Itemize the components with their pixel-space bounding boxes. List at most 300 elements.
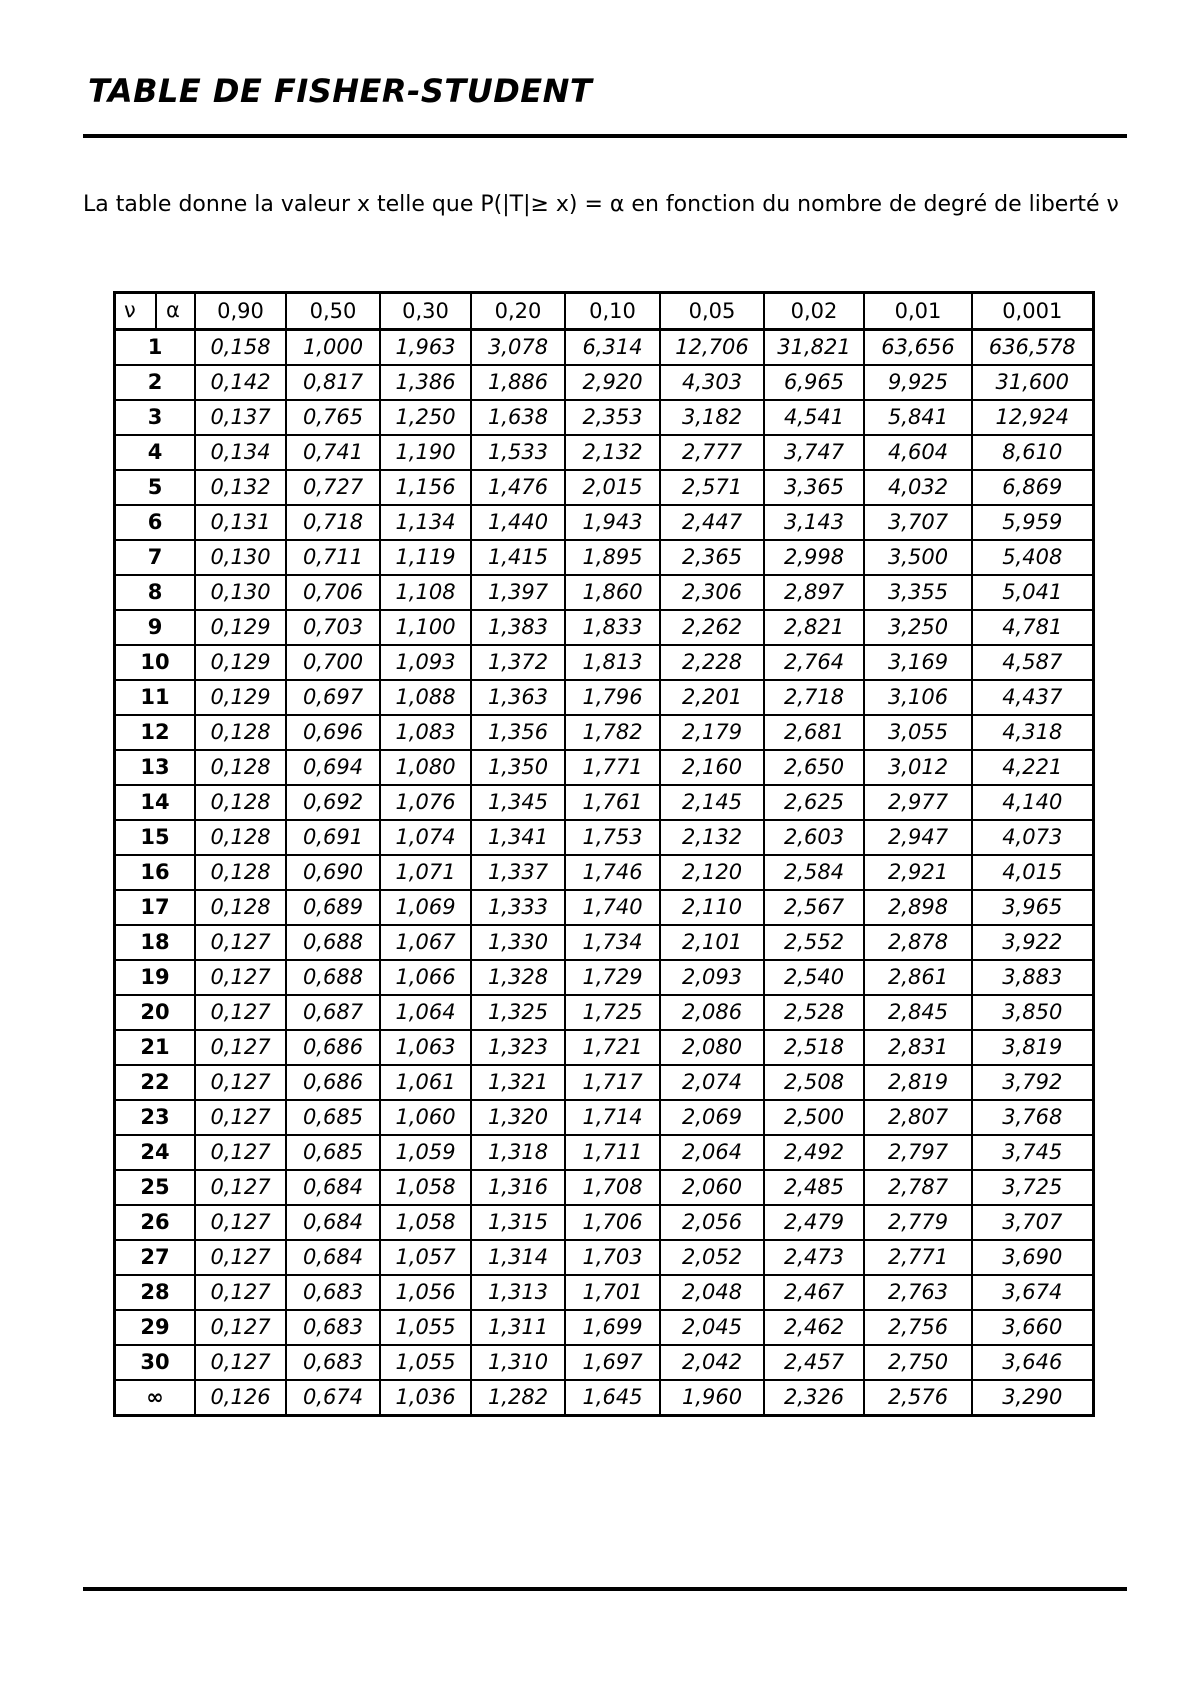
value-cell: 2,878 [864, 925, 972, 960]
value-cell: 2,807 [864, 1100, 972, 1135]
table-row [115, 960, 1094, 995]
value-cell: 3,355 [864, 575, 972, 610]
value-cell: 1,321 [471, 1065, 565, 1100]
value-cell: 2,681 [764, 715, 864, 750]
value-cell: 2,056 [660, 1205, 764, 1240]
table-row [115, 645, 1094, 680]
value-cell: 4,587 [972, 645, 1093, 680]
value-cell: 3,768 [972, 1100, 1093, 1135]
value-cell: 3,290 [972, 1380, 1093, 1416]
value-cell: 3,745 [972, 1135, 1093, 1170]
value-cell: 2,797 [864, 1135, 972, 1170]
value-cell: 636,578 [972, 330, 1093, 366]
value-cell: 0,127 [195, 995, 286, 1030]
table-row [115, 1170, 1094, 1205]
value-cell: 0,688 [286, 960, 380, 995]
value-cell: 5,959 [972, 505, 1093, 540]
value-cell: 0,129 [195, 645, 286, 680]
dof-cell: 29 [115, 1310, 196, 1345]
value-cell: 2,898 [864, 890, 972, 925]
corner-cell [115, 293, 196, 330]
value-cell: 2,625 [764, 785, 864, 820]
top-rule [83, 134, 1127, 138]
value-cell: 2,821 [764, 610, 864, 645]
value-cell: 1,699 [565, 1310, 660, 1345]
value-cell: 1,796 [565, 680, 660, 715]
value-cell: 1,093 [380, 645, 471, 680]
value-cell: 1,059 [380, 1135, 471, 1170]
value-cell: 3,690 [972, 1240, 1093, 1275]
value-cell: 2,777 [660, 435, 764, 470]
value-cell: 0,685 [286, 1100, 380, 1135]
value-cell: 2,015 [565, 470, 660, 505]
dof-cell: 7 [115, 540, 196, 575]
value-cell: 1,721 [565, 1030, 660, 1065]
table-row [115, 1135, 1094, 1170]
value-cell: 3,012 [864, 750, 972, 785]
alpha-header: 0,30 [380, 293, 471, 330]
value-cell: 3,922 [972, 925, 1093, 960]
value-cell: 1,782 [565, 715, 660, 750]
student-table [113, 291, 1095, 1417]
value-cell: 2,603 [764, 820, 864, 855]
value-cell: 0,129 [195, 680, 286, 715]
value-cell: 2,101 [660, 925, 764, 960]
value-cell: 6,869 [972, 470, 1093, 505]
value-cell: 0,683 [286, 1345, 380, 1380]
dof-cell: 6 [115, 505, 196, 540]
value-cell: 1,083 [380, 715, 471, 750]
value-cell: 31,821 [764, 330, 864, 366]
value-cell: 2,518 [764, 1030, 864, 1065]
table-row [115, 995, 1094, 1030]
value-cell: 1,533 [471, 435, 565, 470]
value-cell: 1,476 [471, 470, 565, 505]
value-cell: 3,055 [864, 715, 972, 750]
value-cell: 1,341 [471, 820, 565, 855]
value-cell: 1,036 [380, 1380, 471, 1416]
page-title: TABLE DE FISHER-STUDENT [88, 72, 593, 110]
value-cell: 2,650 [764, 750, 864, 785]
value-cell: 2,750 [864, 1345, 972, 1380]
value-cell: 4,073 [972, 820, 1093, 855]
value-cell: 0,727 [286, 470, 380, 505]
value-cell: 1,060 [380, 1100, 471, 1135]
value-cell: 1,316 [471, 1170, 565, 1205]
value-cell: 5,041 [972, 575, 1093, 610]
value-cell: 12,706 [660, 330, 764, 366]
value-cell: 1,323 [471, 1030, 565, 1065]
value-cell: 3,106 [864, 680, 972, 715]
value-cell: 0,127 [195, 1100, 286, 1135]
value-cell: 1,058 [380, 1205, 471, 1240]
value-cell: 1,057 [380, 1240, 471, 1275]
value-cell: 1,055 [380, 1345, 471, 1380]
value-cell: 2,110 [660, 890, 764, 925]
value-cell: 3,365 [764, 470, 864, 505]
dof-cell: 14 [115, 785, 196, 820]
value-cell: 5,408 [972, 540, 1093, 575]
table-row [115, 715, 1094, 750]
bottom-rule [83, 1587, 1127, 1591]
value-cell: 1,064 [380, 995, 471, 1030]
table-row [115, 435, 1094, 470]
value-cell: 2,756 [864, 1310, 972, 1345]
value-cell: 0,700 [286, 645, 380, 680]
value-cell: 1,119 [380, 540, 471, 575]
value-cell: 4,781 [972, 610, 1093, 645]
alpha-header: 0,05 [660, 293, 764, 330]
alpha-header: 0,001 [972, 293, 1093, 330]
table-row [115, 330, 1094, 366]
value-cell: 0,686 [286, 1030, 380, 1065]
value-cell: 1,315 [471, 1205, 565, 1240]
value-cell: 1,066 [380, 960, 471, 995]
value-cell: 0,127 [195, 1170, 286, 1205]
value-cell: 0,127 [195, 1310, 286, 1345]
dof-cell: ∞ [115, 1380, 196, 1416]
dof-cell: 4 [115, 435, 196, 470]
table-body [115, 330, 1094, 1416]
value-cell: 1,645 [565, 1380, 660, 1416]
dof-cell: 8 [115, 575, 196, 610]
value-cell: 1,725 [565, 995, 660, 1030]
value-cell: 1,363 [471, 680, 565, 715]
value-cell: 0,128 [195, 750, 286, 785]
value-cell: 1,250 [380, 400, 471, 435]
value-cell: 1,325 [471, 995, 565, 1030]
value-cell: 0,127 [195, 1205, 286, 1240]
value-cell: 0,692 [286, 785, 380, 820]
value-cell: 0,689 [286, 890, 380, 925]
value-cell: 0,127 [195, 925, 286, 960]
value-cell: 0,711 [286, 540, 380, 575]
table-row [115, 1030, 1094, 1065]
value-cell: 2,576 [864, 1380, 972, 1416]
value-cell: 0,691 [286, 820, 380, 855]
value-cell: 1,310 [471, 1345, 565, 1380]
value-cell: 0,128 [195, 715, 286, 750]
value-cell: 1,074 [380, 820, 471, 855]
value-cell: 1,067 [380, 925, 471, 960]
value-cell: 1,190 [380, 435, 471, 470]
dof-cell: 21 [115, 1030, 196, 1065]
value-cell: 2,921 [864, 855, 972, 890]
value-cell: 1,813 [565, 645, 660, 680]
value-cell: 1,746 [565, 855, 660, 890]
value-cell: 2,473 [764, 1240, 864, 1275]
value-cell: 1,356 [471, 715, 565, 750]
value-cell: 0,817 [286, 365, 380, 400]
dof-cell: 23 [115, 1100, 196, 1135]
value-cell: 1,697 [565, 1345, 660, 1380]
value-cell: 3,819 [972, 1030, 1093, 1065]
value-cell: 2,485 [764, 1170, 864, 1205]
value-cell: 3,707 [972, 1205, 1093, 1240]
value-cell: 2,897 [764, 575, 864, 610]
table-row [115, 1100, 1094, 1135]
header-row [115, 293, 1094, 330]
value-cell: 12,924 [972, 400, 1093, 435]
value-cell: 2,093 [660, 960, 764, 995]
value-cell: 2,132 [565, 435, 660, 470]
value-cell: 2,467 [764, 1275, 864, 1310]
value-cell: 3,850 [972, 995, 1093, 1030]
value-cell: 1,717 [565, 1065, 660, 1100]
table-row [115, 540, 1094, 575]
value-cell: 2,262 [660, 610, 764, 645]
table-row [115, 890, 1094, 925]
value-cell: 2,492 [764, 1135, 864, 1170]
table-row [115, 1275, 1094, 1310]
value-cell: 2,462 [764, 1310, 864, 1345]
value-cell: 0,684 [286, 1205, 380, 1240]
value-cell: 2,998 [764, 540, 864, 575]
value-cell: 2,179 [660, 715, 764, 750]
dof-cell: 13 [115, 750, 196, 785]
value-cell: 1,076 [380, 785, 471, 820]
dof-cell: 1 [115, 330, 196, 366]
value-cell: 1,345 [471, 785, 565, 820]
value-cell: 1,337 [471, 855, 565, 890]
value-cell: 2,086 [660, 995, 764, 1030]
value-cell: 1,000 [286, 330, 380, 366]
table-row [115, 400, 1094, 435]
value-cell: 1,714 [565, 1100, 660, 1135]
table-row [115, 925, 1094, 960]
dof-cell: 22 [115, 1065, 196, 1100]
value-cell: 2,069 [660, 1100, 764, 1135]
value-cell: 2,132 [660, 820, 764, 855]
value-cell: 2,567 [764, 890, 864, 925]
value-cell: 2,042 [660, 1345, 764, 1380]
value-cell: 0,134 [195, 435, 286, 470]
value-cell: 0,686 [286, 1065, 380, 1100]
value-cell: 3,883 [972, 960, 1093, 995]
value-cell: 0,128 [195, 890, 286, 925]
value-cell: 0,696 [286, 715, 380, 750]
alpha-label: α [166, 298, 180, 322]
value-cell: 3,792 [972, 1065, 1093, 1100]
value-cell: 0,126 [195, 1380, 286, 1416]
value-cell: 1,134 [380, 505, 471, 540]
value-cell: 1,372 [471, 645, 565, 680]
value-cell: 2,500 [764, 1100, 864, 1135]
value-cell: 2,771 [864, 1240, 972, 1275]
table-row [115, 470, 1094, 505]
value-cell: 2,718 [764, 680, 864, 715]
value-cell: 0,127 [195, 1275, 286, 1310]
value-cell: 2,787 [864, 1170, 972, 1205]
value-cell: 2,920 [565, 365, 660, 400]
value-cell: 2,120 [660, 855, 764, 890]
value-cell: 2,201 [660, 680, 764, 715]
value-cell: 1,320 [471, 1100, 565, 1135]
value-cell: 3,143 [764, 505, 864, 540]
value-cell: 1,383 [471, 610, 565, 645]
value-cell: 2,571 [660, 470, 764, 505]
value-cell: 1,058 [380, 1170, 471, 1205]
value-cell: 1,729 [565, 960, 660, 995]
intro-text: La table donne la valeur x telle que P(|T|≥ x) = α en fonction du nombre de degré de liberté ν [83, 192, 1119, 217]
value-cell: 3,250 [864, 610, 972, 645]
value-cell: 2,947 [864, 820, 972, 855]
value-cell: 2,145 [660, 785, 764, 820]
table-row [115, 820, 1094, 855]
dof-cell: 16 [115, 855, 196, 890]
value-cell: 4,318 [972, 715, 1093, 750]
value-cell: 0,741 [286, 435, 380, 470]
value-cell: 0,687 [286, 995, 380, 1030]
value-cell: 1,860 [565, 575, 660, 610]
value-cell: 1,071 [380, 855, 471, 890]
table-row [115, 365, 1094, 400]
value-cell: 2,764 [764, 645, 864, 680]
alpha-header: 0,90 [195, 293, 286, 330]
value-cell: 4,032 [864, 470, 972, 505]
value-cell: 3,707 [864, 505, 972, 540]
value-cell: 1,734 [565, 925, 660, 960]
value-cell: 2,306 [660, 575, 764, 610]
value-cell: 1,069 [380, 890, 471, 925]
value-cell: 5,841 [864, 400, 972, 435]
dof-cell: 15 [115, 820, 196, 855]
table-row [115, 1240, 1094, 1275]
value-cell: 0,128 [195, 785, 286, 820]
value-cell: 0,128 [195, 820, 286, 855]
value-cell: 1,740 [565, 890, 660, 925]
value-cell: 4,221 [972, 750, 1093, 785]
value-cell: 1,061 [380, 1065, 471, 1100]
value-cell: 1,701 [565, 1275, 660, 1310]
table-row [115, 785, 1094, 820]
value-cell: 2,540 [764, 960, 864, 995]
value-cell: 1,711 [565, 1135, 660, 1170]
value-cell: 0,127 [195, 1135, 286, 1170]
value-cell: 2,457 [764, 1345, 864, 1380]
dof-cell: 10 [115, 645, 196, 680]
value-cell: 4,140 [972, 785, 1093, 820]
value-cell: 0,718 [286, 505, 380, 540]
dof-cell: 11 [115, 680, 196, 715]
value-cell: 3,078 [471, 330, 565, 366]
value-cell: 1,440 [471, 505, 565, 540]
value-cell: 2,831 [864, 1030, 972, 1065]
table-row [115, 505, 1094, 540]
value-cell: 4,541 [764, 400, 864, 435]
value-cell: 3,169 [864, 645, 972, 680]
value-cell: 0,128 [195, 855, 286, 890]
value-cell: 1,311 [471, 1310, 565, 1345]
value-cell: 0,703 [286, 610, 380, 645]
dof-cell: 18 [115, 925, 196, 960]
value-cell: 0,132 [195, 470, 286, 505]
alpha-header: 0,50 [286, 293, 380, 330]
dof-cell: 26 [115, 1205, 196, 1240]
value-cell: 3,646 [972, 1345, 1093, 1380]
value-cell: 0,685 [286, 1135, 380, 1170]
value-cell: 4,015 [972, 855, 1093, 890]
value-cell: 1,080 [380, 750, 471, 785]
value-cell: 63,656 [864, 330, 972, 366]
value-cell: 1,753 [565, 820, 660, 855]
value-cell: 1,960 [660, 1380, 764, 1416]
value-cell: 1,761 [565, 785, 660, 820]
alpha-header: 0,01 [864, 293, 972, 330]
value-cell: 2,779 [864, 1205, 972, 1240]
value-cell: 1,386 [380, 365, 471, 400]
value-cell: 2,365 [660, 540, 764, 575]
value-cell: 1,108 [380, 575, 471, 610]
value-cell: 0,142 [195, 365, 286, 400]
corner-divider [155, 294, 157, 328]
value-cell: 9,925 [864, 365, 972, 400]
table-row [115, 680, 1094, 715]
value-cell: 3,182 [660, 400, 764, 435]
value-cell: 1,330 [471, 925, 565, 960]
value-cell: 0,697 [286, 680, 380, 715]
table-row [115, 750, 1094, 785]
table-row [115, 1310, 1094, 1345]
value-cell: 2,977 [864, 785, 972, 820]
value-cell: 1,333 [471, 890, 565, 925]
value-cell: 2,080 [660, 1030, 764, 1065]
value-cell: 1,350 [471, 750, 565, 785]
dof-cell: 9 [115, 610, 196, 645]
value-cell: 0,137 [195, 400, 286, 435]
value-cell: 1,963 [380, 330, 471, 366]
value-cell: 2,528 [764, 995, 864, 1030]
value-cell: 1,886 [471, 365, 565, 400]
value-cell: 2,819 [864, 1065, 972, 1100]
dof-cell: 17 [115, 890, 196, 925]
value-cell: 2,074 [660, 1065, 764, 1100]
value-cell: 0,688 [286, 925, 380, 960]
value-cell: 0,674 [286, 1380, 380, 1416]
value-cell: 2,048 [660, 1275, 764, 1310]
dof-cell: 25 [115, 1170, 196, 1205]
value-cell: 31,600 [972, 365, 1093, 400]
table-row [115, 1380, 1094, 1416]
dof-cell: 5 [115, 470, 196, 505]
value-cell: 1,100 [380, 610, 471, 645]
value-cell: 0,694 [286, 750, 380, 785]
dof-cell: 24 [115, 1135, 196, 1170]
dof-cell: 20 [115, 995, 196, 1030]
value-cell: 2,845 [864, 995, 972, 1030]
value-cell: 0,683 [286, 1310, 380, 1345]
value-cell: 2,060 [660, 1170, 764, 1205]
value-cell: 2,326 [764, 1380, 864, 1416]
value-cell: 0,131 [195, 505, 286, 540]
value-cell: 0,765 [286, 400, 380, 435]
value-cell: 0,683 [286, 1275, 380, 1310]
value-cell: 4,303 [660, 365, 764, 400]
value-cell: 4,604 [864, 435, 972, 470]
dof-cell: 19 [115, 960, 196, 995]
value-cell: 0,127 [195, 1345, 286, 1380]
table-row [115, 855, 1094, 890]
value-cell: 0,684 [286, 1170, 380, 1205]
alpha-header: 0,02 [764, 293, 864, 330]
value-cell: 1,314 [471, 1240, 565, 1275]
value-cell: 0,690 [286, 855, 380, 890]
dof-cell: 27 [115, 1240, 196, 1275]
value-cell: 0,706 [286, 575, 380, 610]
value-cell: 1,063 [380, 1030, 471, 1065]
value-cell: 0,127 [195, 1240, 286, 1275]
value-cell: 1,397 [471, 575, 565, 610]
